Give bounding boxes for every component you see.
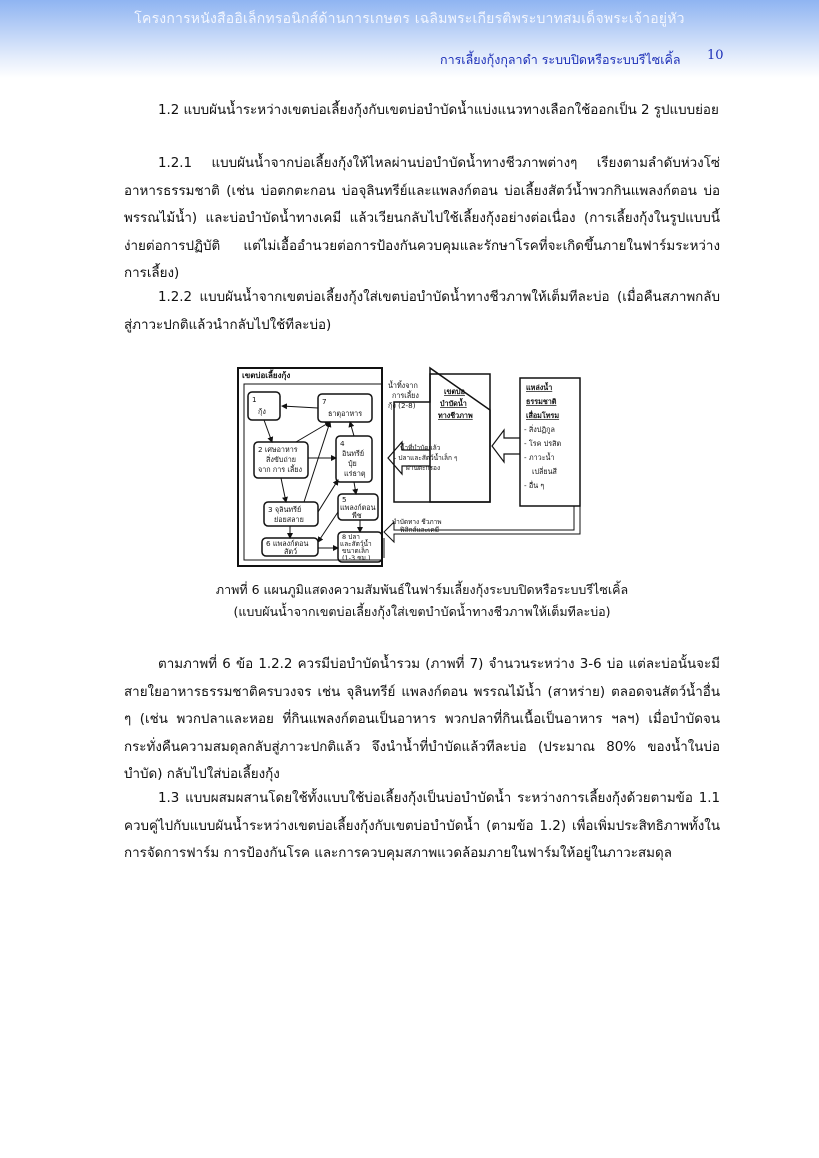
box-phyto-num: 5 xyxy=(342,495,347,504)
source-line5: - โรค ปรสิต xyxy=(524,439,562,448)
box-food-line1: 2 เศษอาหาร xyxy=(258,445,298,454)
box-food-line2: สิ่งขับถ่าย xyxy=(266,455,296,464)
zone-label: เขตบ่อเลี้ยงกุ้ง xyxy=(242,371,291,380)
box-microbe-line2: ย่อยสลาย xyxy=(274,515,304,524)
box-zoo-line2: สัตว์ xyxy=(284,547,298,556)
paragraph-1-2-1-text: 1.2.1 แบบผันน้ำจากบ่อเลี้ยงกุ้งให้ไหลผ่านบ่อบำบัดน้ำทางชีวภาพต่างๆ เรียงตามลำดับห่วงโซ่อาหารธรรมชาติ (เช่น บ่อตกตะกอน บ่อจุลินทรีย์และแพลงก์ตอน บ่อเลี้ยงสัตว์น้ำพวกกินแพลงก์ตอน บ่อพรรณไม้น้ำ) และบ่อบำบัดน้ำทางเคมี แล้วเวียนกลับไปใช้เลี้ยงกุ้งอย่างต่อเนื่อง (การเลี้ยงกุ้งในรูปแบบนี้ง่ายต่อการปฏิบัติ แต่ไม่เอื้ออำนวยต่อการป้องกันควบคุมและรักษาโรคที่จะเกิดขึ้นภายในฟาร์มระหว่างการเลี้ยง) xyxy=(124,156,720,281)
box-fish-line4: (1-3 ซม.) xyxy=(342,554,371,562)
arrow-back-line2: - ปลาและสัตว์น้ำเล็ก ๆ xyxy=(394,454,458,462)
source-line3: เสื่อมโทรม xyxy=(526,411,560,420)
box-shrimp-label: กุ้ง xyxy=(258,407,266,416)
box-food-line3: จาก การ เลี้ยง xyxy=(258,465,302,474)
flow-shrimp-to-waste xyxy=(264,420,272,442)
box-nutrients-label: ธาตุอาหาร xyxy=(328,409,363,418)
source-line1: แหล่งน้ำ xyxy=(526,383,553,392)
running-head: การเลี้ยงกุ้งกุลาดำ ระบบปิดหรือระบบรีไซเคิ้ล xyxy=(440,52,681,67)
figure-6-diagram xyxy=(234,362,586,570)
source-inflow-arrow xyxy=(492,430,520,462)
paragraph-1-3 xyxy=(124,785,720,868)
flow-minerals-to-nutrients xyxy=(350,422,354,436)
flow-phyto-to-zoo xyxy=(318,512,338,542)
paragraph-1-2 xyxy=(124,97,720,125)
header-banner xyxy=(0,0,819,78)
box-minerals-line1: อินทรีย์ xyxy=(342,449,365,458)
treat-zone-line2: บำบัดน้ำ xyxy=(440,399,467,408)
box-minerals-num: 4 xyxy=(340,439,345,448)
paragraph-fig6-note-text: ตามภาพที่ 6 ข้อ 1.2.2 ควรมีบ่อบำบัดน้ำรวม (ภาพที่ 7) จำนวนระหว่าง 3-6 บ่อ แต่ละบ่อนั้นจะมีสายใยอาหารธรรมชาติครบวงจร เช่น จุลินทรีย์ แพลงก์ตอน พรรณไม้น้ำ (สาหร่าย) ตลอดจนสัตว์น้ำอื่น ๆ (เช่น พวกปลาและหอย ที่กินแพลงก์ตอนเป็นอาหาร พวกปลาที่กินเนื้อเป็นอาหาร ฯลฯ) เมื่อบำบัดจนกระทั่งคืนความสมดุลกลับสู่ภาวะปกติแล้ว จึงนำน้ำที่บำบัดแล้วทีละบ่อ (ประมาณ 80% ของน้ำในบ่อบำบัด) กลับไปใส่บ่อเลี้ยงกุ้ง xyxy=(124,657,720,782)
flow-waste-to-microbe xyxy=(281,478,286,502)
box-minerals-line3: แร่ธาตุ xyxy=(344,469,366,478)
figure-caption-line2: (แบบผันน้ำจากเขตบ่อเลี้ยงกุ้งใส่เขตบำบัดน้ำทางชีวภาพให้เต็มทีละบ่อ) xyxy=(233,604,611,619)
box-fish-line2: และสัตว์น้ำ xyxy=(340,540,372,548)
source-line6: - ภาวะน้ำ xyxy=(524,453,555,462)
box-microbe-line1: 3 จุลินทรีย์ xyxy=(268,505,302,514)
arrow-in-line1: น้ำทิ้งจาก xyxy=(388,381,418,390)
arrow-back-line1: น้ำที่บำบัดแล้ว xyxy=(400,444,441,452)
paragraph-1-2-2-text: 1.2.2 แบบผันน้ำจากเขตบ่อเลี้ยงกุ้งใส่เขตบ่อบำบัดน้ำทางชีวภาพให้เต็มทีละบ่อ (เมื่อคืนสภาพกลับสู่ภาวะปกติแล้วนำกลับไปใช้ทีละบ่อ) xyxy=(124,290,720,333)
box-fish-line3: ขนาดเล็ก xyxy=(342,547,369,555)
box-phyto-line1: แพลงก์ตอน xyxy=(340,503,376,512)
page-number: 10 xyxy=(707,48,724,63)
figure-caption-line1: ภาพที่ 6 แผนภูมิแสดงความสัมพันธ์ในฟาร์มเลี้ยงกุ้งระบบปิดหรือระบบรีไซเคิ้ล xyxy=(215,582,629,597)
box-phyto-line2: พืช xyxy=(352,511,362,520)
box-fish-line1: 8 ปลา xyxy=(342,533,360,541)
treat-zone-line3: ทางชีวภาพ xyxy=(438,411,473,420)
source-line2: ธรรมชาติ xyxy=(526,397,557,406)
paragraph-fig6-note xyxy=(124,651,720,789)
paragraph-1-2-text: 1.2 แบบผันน้ำระหว่างเขตบ่อเลี้ยงกุ้งกับเขตบ่อบำบัดน้ำแบ่งแนวทางเลือกใช้ออกเป็น 2 รูปแบบย่อย xyxy=(158,103,719,118)
box-shrimp-num: 1 xyxy=(252,395,257,404)
paragraph-1-3-text: 1.3 แบบผสมผสานโดยใช้ทั้งแบบใช้บ่อเลี้ยงกุ้งเป็นบ่อบำบัดน้ำ ระหว่างการเลี้ยงกุ้งด้วยตามข้อ 1.1 ควบคู่ไปกับแบบผันน้ำระหว่างเขตบ่อเลี้ยงกุ้งกับเขตบ่อบำบัดน้ำ (ตามข้อ 1.2) เพื่อเพิ่มประสิทธิภาพทั้งในการจัดการฟาร์ม การป้องกันโรค และการควบคุมสภาพแวดล้อมภายในฟาร์มให้อยู่ในภาวะสมดุล xyxy=(124,791,720,861)
treat-zone-line1: เขตบ่อ xyxy=(444,387,465,396)
source-line4: - สิ่งปฏิกูล xyxy=(524,425,555,434)
box-minerals-line2: ปุ๋ย xyxy=(348,459,357,468)
source-line8: - อื่น ๆ xyxy=(524,481,545,490)
arrow-back-line3: ผ่านตะกรอง xyxy=(406,464,441,472)
box-zoo-line1: 6 แพลงก์ตอน xyxy=(266,539,309,548)
paragraph-1-2-2 xyxy=(124,284,720,339)
flow-nutrients-to-shrimp xyxy=(282,406,318,408)
arrow-bottom-line1: บำบัดทาง ชีวภาพ xyxy=(392,518,442,526)
flow-minerals-to-phyto xyxy=(354,482,356,494)
arrow-bottom-line2: ฟิสิกส์และเคมี xyxy=(400,526,439,534)
diagram-svg xyxy=(234,362,586,570)
flow-microbe-to-minerals xyxy=(318,480,338,512)
arrow-in-line3: กุ้ง (2-8) xyxy=(388,401,416,410)
paragraph-1-2-1 xyxy=(124,150,720,288)
source-line7: เปลี่ยนสี xyxy=(532,467,557,476)
arrow-in-line2: การเลี้ยง xyxy=(392,391,419,400)
box-nutrients-num: 7 xyxy=(322,397,327,406)
banner-title: โครงการหนังสืออิเล็กทรอนิกส์ด้านการเกษตร เฉลิมพระเกียรติพระบาทสมเด็จพระเจ้าอยู่หัว xyxy=(134,11,685,27)
